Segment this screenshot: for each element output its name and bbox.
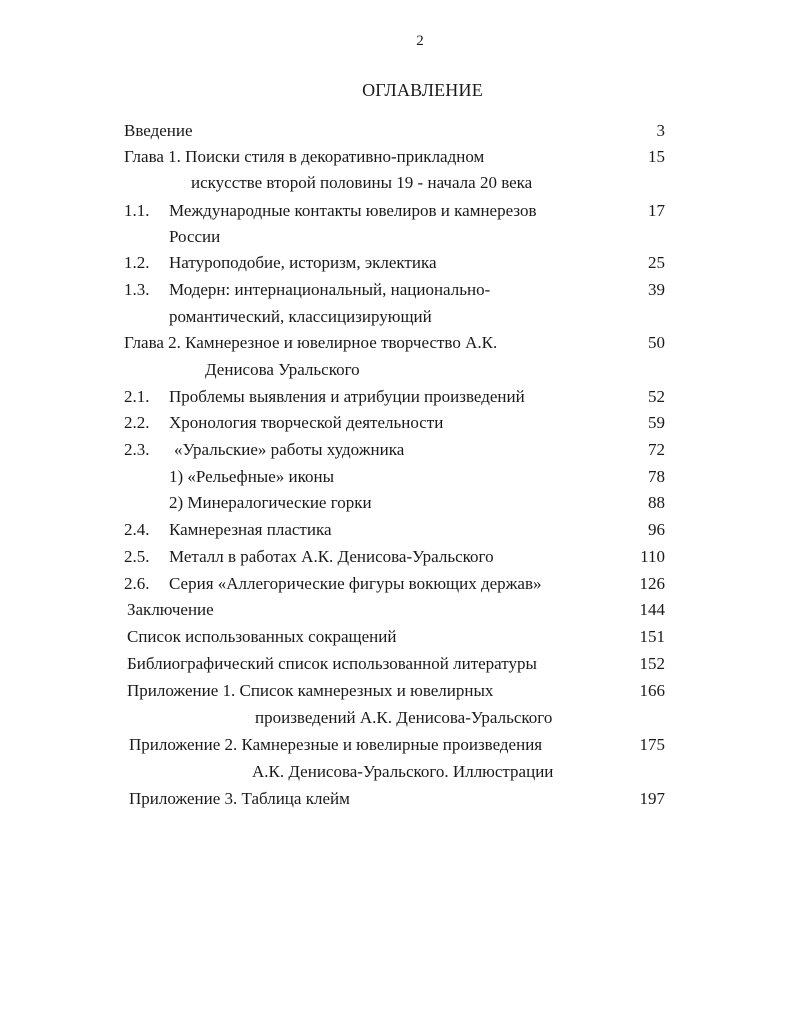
toc-entry-2-2[interactable] — [0, 410, 795, 436]
toc-entry-text: Проблемы выявления и атрибуции произведений — [169, 387, 525, 406]
toc-entry-page: 15 — [648, 147, 665, 166]
toc-entry-text: Глава 1. Поиски стиля в декоративно-прикладном — [124, 147, 485, 166]
toc-entry-text: Приложение 3. Таблица клейм — [129, 789, 350, 808]
toc-entry-number: 1.2. — [124, 253, 150, 272]
toc-entry-page: 59 — [648, 413, 665, 432]
toc-entry-page: 151 — [639, 627, 665, 646]
toc-entry-number: 2.2. — [124, 413, 150, 432]
toc-entry-page: 50 — [648, 333, 665, 352]
toc-entry-2-1[interactable] — [0, 384, 795, 410]
toc-entry-appendix-2-cont — [0, 759, 795, 785]
toc-entry-text: Серия «Аллегорические фигуры вокющих держав» — [169, 574, 542, 593]
toc-entry-text: Хронология творческой деятельности — [169, 413, 444, 432]
toc-entry-page: 78 — [648, 467, 665, 486]
toc-entry-appendix-2[interactable] — [0, 732, 795, 758]
toc-entry-chapter-2[interactable] — [0, 330, 795, 356]
toc-entry-2-3-1[interactable] — [0, 464, 795, 490]
toc-entry-abbreviations[interactable] — [0, 624, 795, 650]
toc-entry-2-3-2[interactable] — [0, 490, 795, 516]
toc-entry-text-cont: А.К. Денисова-Уральского. Иллюстрации — [252, 762, 554, 781]
toc-entry-1-2[interactable] — [0, 250, 795, 276]
toc-entry-text-cont: искусстве второй половины 19 - начала 20 века — [191, 173, 533, 192]
toc-entry-text-cont: России — [169, 227, 221, 246]
toc-entry-page: 25 — [648, 253, 665, 272]
toc-entry-number: 1.1. — [124, 201, 150, 220]
toc-entry-number: 2.4. — [124, 520, 150, 539]
toc-entry-text: Введение — [124, 121, 193, 140]
toc-entry-number: 2.6. — [124, 574, 150, 593]
toc-entry-page: 39 — [648, 280, 665, 299]
toc-entry-number: 2.1. — [124, 387, 150, 406]
toc-entry-number: 2.5. — [124, 547, 150, 566]
toc-entry-text: Приложение 2. Камнерезные и ювелирные произведения — [129, 735, 543, 754]
toc-entry-text: 2) Минералогические горки — [169, 493, 372, 512]
toc-entry-chapter-1[interactable] — [0, 144, 795, 170]
toc-entry-text: Металл в работах А.К. Денисова-Уральского — [169, 547, 494, 566]
toc-entry-page: 166 — [639, 681, 665, 700]
toc-entry-text: 1) «Рельефные» иконы — [169, 467, 335, 486]
toc-entry-1-1-cont — [0, 224, 795, 250]
toc-entry-2-4[interactable] — [0, 517, 795, 543]
toc-entry-page: 197 — [639, 789, 665, 808]
toc-entry-1-3-cont — [0, 304, 795, 330]
toc-entry-page: 72 — [648, 440, 665, 459]
toc-entry-2-3[interactable] — [0, 437, 795, 463]
toc-title: ОГЛАВЛЕНИЕ — [362, 80, 483, 100]
toc-entry-text-cont: романтический, классицизирующий — [169, 307, 432, 326]
toc-entry-chapter-2-cont — [0, 357, 795, 383]
toc-entry-text: Глава 2. Камнерезное и ювелирное творчество А.К. — [124, 333, 498, 352]
toc-entry-chapter-1-cont — [0, 170, 795, 196]
toc-entry-appendix-3[interactable] — [0, 786, 795, 812]
toc-entry-page: 152 — [639, 654, 665, 673]
toc-entry-2-5[interactable] — [0, 544, 795, 570]
toc-entry-text: Библиографический список использованной литературы — [127, 654, 537, 673]
toc-entry-text: Модерн: интернациональный, национально- — [169, 280, 491, 299]
toc-entry-1-3[interactable] — [0, 277, 795, 303]
toc-entry-introduction[interactable] — [0, 118, 795, 144]
toc-entry-appendix-1[interactable] — [0, 678, 795, 704]
page-number: 2 — [416, 33, 424, 49]
toc-entry-page: 110 — [640, 547, 665, 566]
toc-entry-conclusion[interactable] — [0, 597, 795, 623]
toc-entry-appendix-1-cont — [0, 705, 795, 731]
toc-entry-text-cont: Денисова Уральского — [205, 360, 360, 379]
toc-entry-page: 175 — [639, 735, 665, 754]
toc-entry-text: Натуроподобие, историзм, эклектика — [169, 253, 437, 272]
toc-entry-text: Список использованных сокращений — [127, 627, 397, 646]
toc-entry-page: 3 — [656, 121, 665, 140]
toc-entry-2-6[interactable] — [0, 571, 795, 597]
toc-entry-number: 1.3. — [124, 280, 150, 299]
toc-entry-text: Заключение — [127, 600, 214, 619]
toc-entry-page: 126 — [639, 574, 665, 593]
toc-entry-page: 52 — [648, 387, 665, 406]
toc-entry-page: 17 — [648, 201, 665, 220]
toc-entry-page: 144 — [639, 600, 665, 619]
toc-entry-page: 88 — [648, 493, 665, 512]
toc-entry-text: Приложение 1. Список камнерезных и ювелирных — [127, 681, 494, 700]
toc-entry-bibliography[interactable] — [0, 651, 795, 677]
toc-entry-text-cont: произведений А.К. Денисова-Уральского — [255, 708, 553, 727]
toc-entry-number: 2.3. — [124, 440, 150, 459]
toc-entry-text: Международные контакты ювелиров и камнерезов — [169, 201, 537, 220]
toc-entry-text: «Уральские» работы художника — [174, 440, 405, 459]
toc-entry-page: 96 — [648, 520, 665, 539]
toc-entry-text: Камнерезная пластика — [169, 520, 332, 539]
toc-entry-1-1[interactable] — [0, 198, 795, 224]
